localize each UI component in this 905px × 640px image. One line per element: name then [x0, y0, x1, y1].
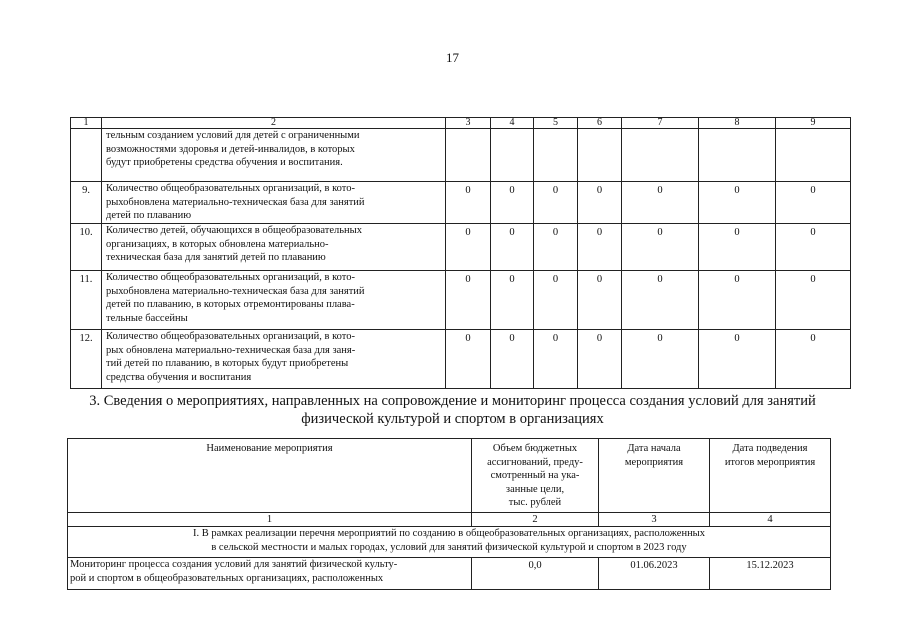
column-number: 4 [491, 118, 534, 129]
header-start-date: Дата начала мероприятия [599, 439, 710, 513]
value-cell: 0 [446, 182, 491, 224]
table-row [68, 558, 831, 590]
value-cell: 0 [446, 271, 491, 330]
column-number: 1 [68, 513, 472, 527]
value-cell: 0 [622, 224, 699, 271]
value-cell: 0 [578, 182, 622, 224]
value-cell: 0 [534, 224, 578, 271]
value-cell: 0 [699, 182, 776, 224]
budget-value: 0,0 [472, 558, 599, 590]
column-number: 6 [578, 118, 622, 129]
section-title-line: 3. Сведения о мероприятиях, направленных на сопровождение и мониторинг процесса создания условий для занятий [89, 393, 816, 409]
table-row [71, 224, 851, 271]
value-cell: 0 [491, 224, 534, 271]
value-cell: 0 [446, 224, 491, 271]
value-cell: 0 [622, 271, 699, 330]
value-cell: 0 [699, 224, 776, 271]
column-number: 8 [699, 118, 776, 129]
indicator-description: Количество общеобразовательных организаций, в кото- рыхобновлена материально-техническая база для занятий детей по плаванию, в которых отремонтированы плава- тельные бассейны [102, 271, 446, 330]
value-cell: 0 [578, 224, 622, 271]
column-number: 9 [776, 118, 851, 129]
value-cell: 0 [699, 271, 776, 330]
end-date: 15.12.2023 [710, 558, 831, 590]
column-number: 3 [599, 513, 710, 527]
value-cell: 0 [776, 330, 851, 389]
value-cell: 0 [578, 330, 622, 389]
row-number: 10. [71, 224, 102, 271]
indicator-description: Количество общеобразовательных организаций, в кото- рыхобновлена материально-техническая база для занятий детей по плаванию [102, 182, 446, 224]
table-row-continuation [71, 129, 851, 182]
row-number: 12. [71, 330, 102, 389]
value-cell: 0 [776, 182, 851, 224]
header-budget: Объем бюджетных ассигнований, преду- смотренный на ука- занные цели, тыс. рублей [472, 439, 599, 513]
column-number: 2 [102, 118, 446, 129]
indicator-description: Количество детей, обучающихся в общеобразовательных организациях, в которых обновлена материально- техническая база для занятий детей по плаванию [102, 224, 446, 271]
start-date: 01.06.2023 [599, 558, 710, 590]
value-cell: 0 [776, 224, 851, 271]
section-title [70, 392, 835, 428]
value-cell: 0 [491, 330, 534, 389]
row-number-cell [71, 129, 102, 182]
page-number: 17 [446, 50, 459, 65]
column-number: 3 [446, 118, 491, 129]
column-number-row [71, 118, 851, 129]
table-row [71, 330, 851, 389]
table-row [71, 182, 851, 224]
column-number: 7 [622, 118, 699, 129]
value-cell: 0 [622, 182, 699, 224]
value-cell: 0 [446, 330, 491, 389]
indicators-table [70, 117, 851, 389]
value-cell: 0 [699, 330, 776, 389]
group-row [68, 527, 831, 558]
section-title-line: физической культурой и спортом в организациях [301, 411, 604, 427]
indicator-description: Количество общеобразовательных организаций, в кото- рых обновлена материально-техническая база для заня- тий детей по плаванию, в которых будут приобретены средства обучения и воспитания [102, 330, 446, 389]
value-cell: 0 [622, 330, 699, 389]
column-number: 5 [534, 118, 578, 129]
value-cell: 0 [491, 182, 534, 224]
value-cell: 0 [534, 330, 578, 389]
header-end-date: Дата подведения итогов мероприятия [710, 439, 831, 513]
value-cell: 0 [534, 271, 578, 330]
column-number: 2 [472, 513, 599, 527]
value-cell: 0 [534, 182, 578, 224]
event-name: Мониторинг процесса создания условий для занятий физической культу- рой и спортом в общеобразовательных организациях, расположенных [68, 558, 472, 590]
column-number-row [68, 513, 831, 527]
indicator-description: тельным созданием условий для детей с ограниченными возможностями здоровья и детей-инвалидов, в которых будут приобретены средства обучения и воспитания. [102, 129, 446, 182]
header-row [68, 439, 831, 513]
table-row [71, 271, 851, 330]
row-number: 11. [71, 271, 102, 330]
group-heading: I. В рамках реализации перечня мероприятий по созданию в общеобразовательных организациях, расположенных в сельской местности и малых городах, условий для занятий физической культурой и спортом в 2023 году [68, 527, 831, 558]
value-cell: 0 [776, 271, 851, 330]
column-number: 1 [71, 118, 102, 129]
value-cell: 0 [491, 271, 534, 330]
value-cell: 0 [578, 271, 622, 330]
events-table [67, 438, 831, 590]
row-number: 9. [71, 182, 102, 224]
header-event-name: Наименование мероприятия [68, 439, 472, 513]
column-number: 4 [710, 513, 831, 527]
